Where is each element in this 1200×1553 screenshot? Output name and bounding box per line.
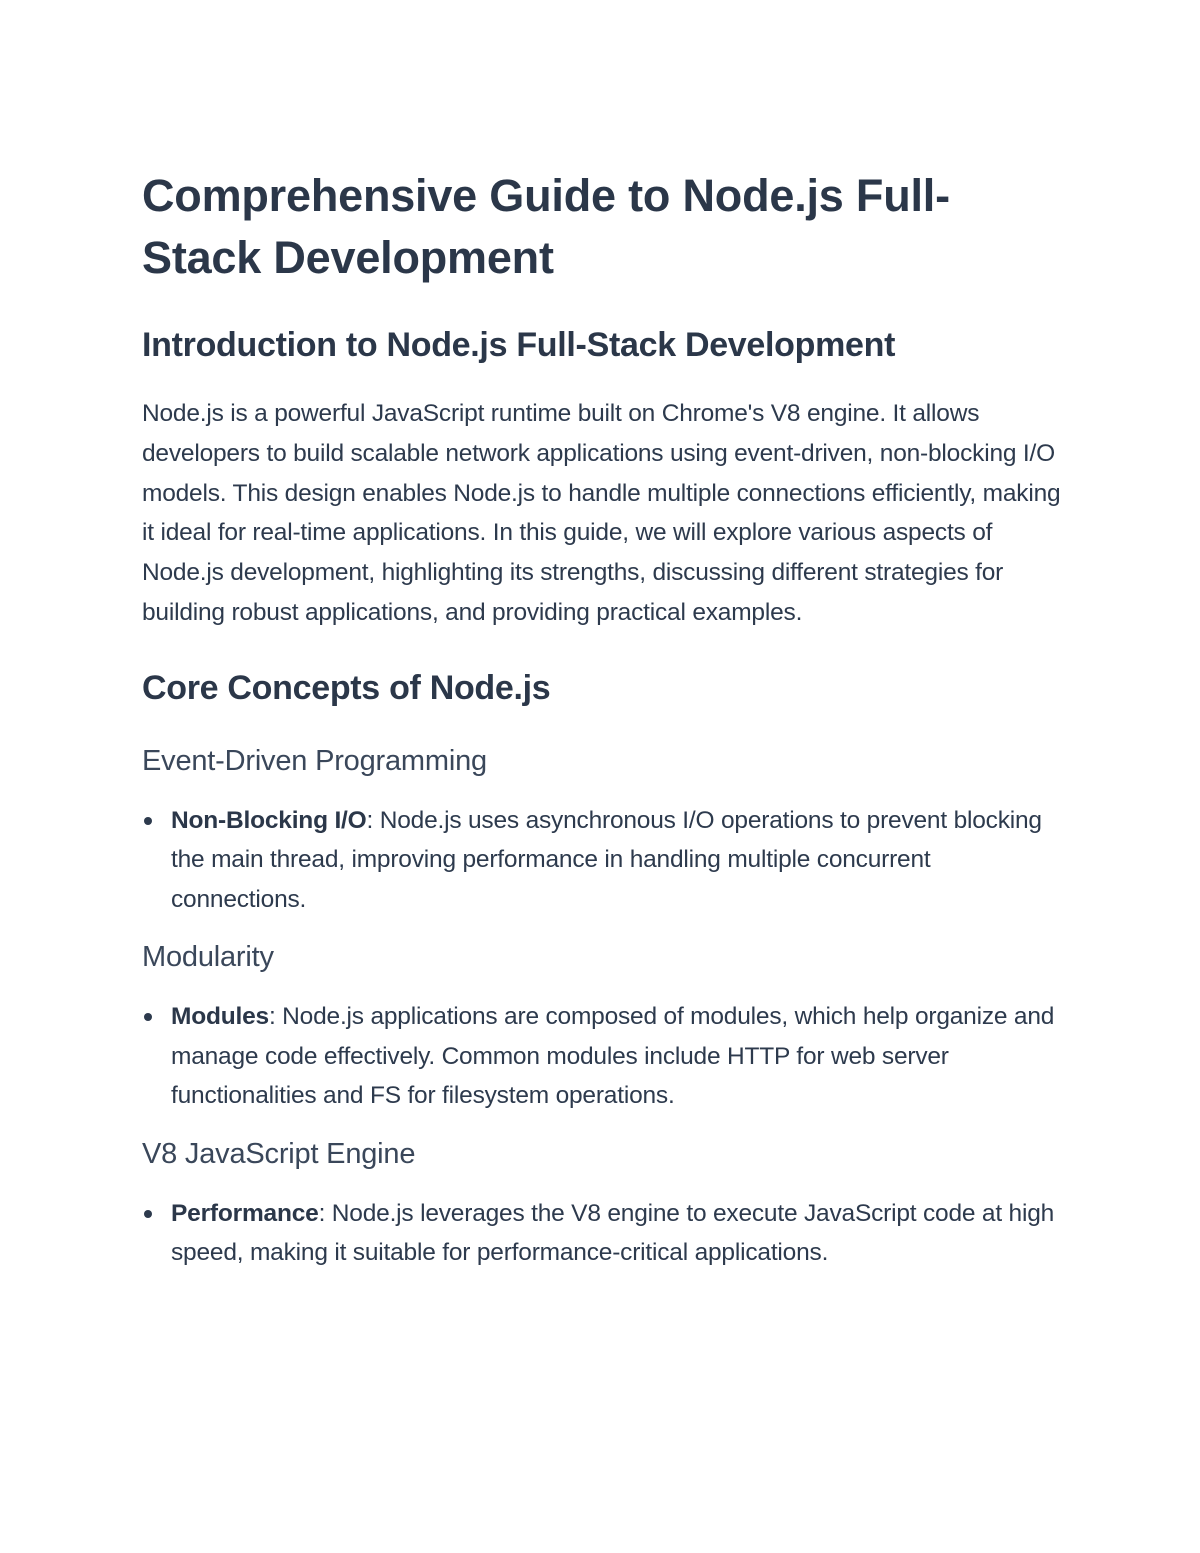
- list-item: [142, 801, 1067, 920]
- bullet-term: Non-Blocking I/O: [171, 806, 367, 834]
- modularity-list: [142, 997, 1067, 1116]
- v8-engine-heading: V8 JavaScript Engine: [142, 1137, 416, 1170]
- intro-paragraph: Node.js is a powerful JavaScript runtime built on Chrome's V8 engine. It allows developers to build scalable network applications using event-driven, non-blocking I/O models. This design enables Node.js to handle multiple connections efficiently, making it ideal for real-time applications. In this guide, we will explore various aspects of Node.js development, highlighting its strengths, discussing different strategies for building robust applications, and providing practical examples.: [142, 400, 1061, 626]
- list-item: [142, 1194, 1067, 1273]
- bullet-text: : Node.js applications are composed of modules, which help organize and manage code effectively. Common modules include HTTP for web server functionalities and FS for filesystem operations.: [171, 1003, 1055, 1110]
- bullet-text: : Node.js uses asynchronous I/O operations to prevent blocking the main thread, improving performance in handling multiple concurrent connections.: [171, 806, 1042, 913]
- bullet-text: : Node.js leverages the V8 engine to execute JavaScript code at high speed, making it suitable for performance-critical applications.: [171, 1199, 1055, 1267]
- event-driven-heading: Event-Driven Programming: [142, 744, 487, 777]
- document-title: Comprehensive Guide to Node.js Full-Stack Development: [142, 170, 950, 283]
- event-driven-list: [142, 801, 1067, 920]
- bullet-term: Performance: [171, 1199, 319, 1227]
- bullet-term: Modules: [171, 1003, 269, 1031]
- core-concepts-heading: Core Concepts of Node.js: [142, 668, 551, 707]
- list-item: [142, 997, 1067, 1116]
- bullet-icon: [144, 1013, 152, 1021]
- bullet-icon: [144, 1210, 152, 1218]
- document-page: [142, 165, 1067, 1273]
- modularity-heading: Modularity: [142, 941, 274, 974]
- bullet-icon: [144, 817, 152, 825]
- intro-heading: Introduction to Node.js Full-Stack Development: [142, 326, 896, 364]
- v8-engine-list: [142, 1194, 1067, 1273]
